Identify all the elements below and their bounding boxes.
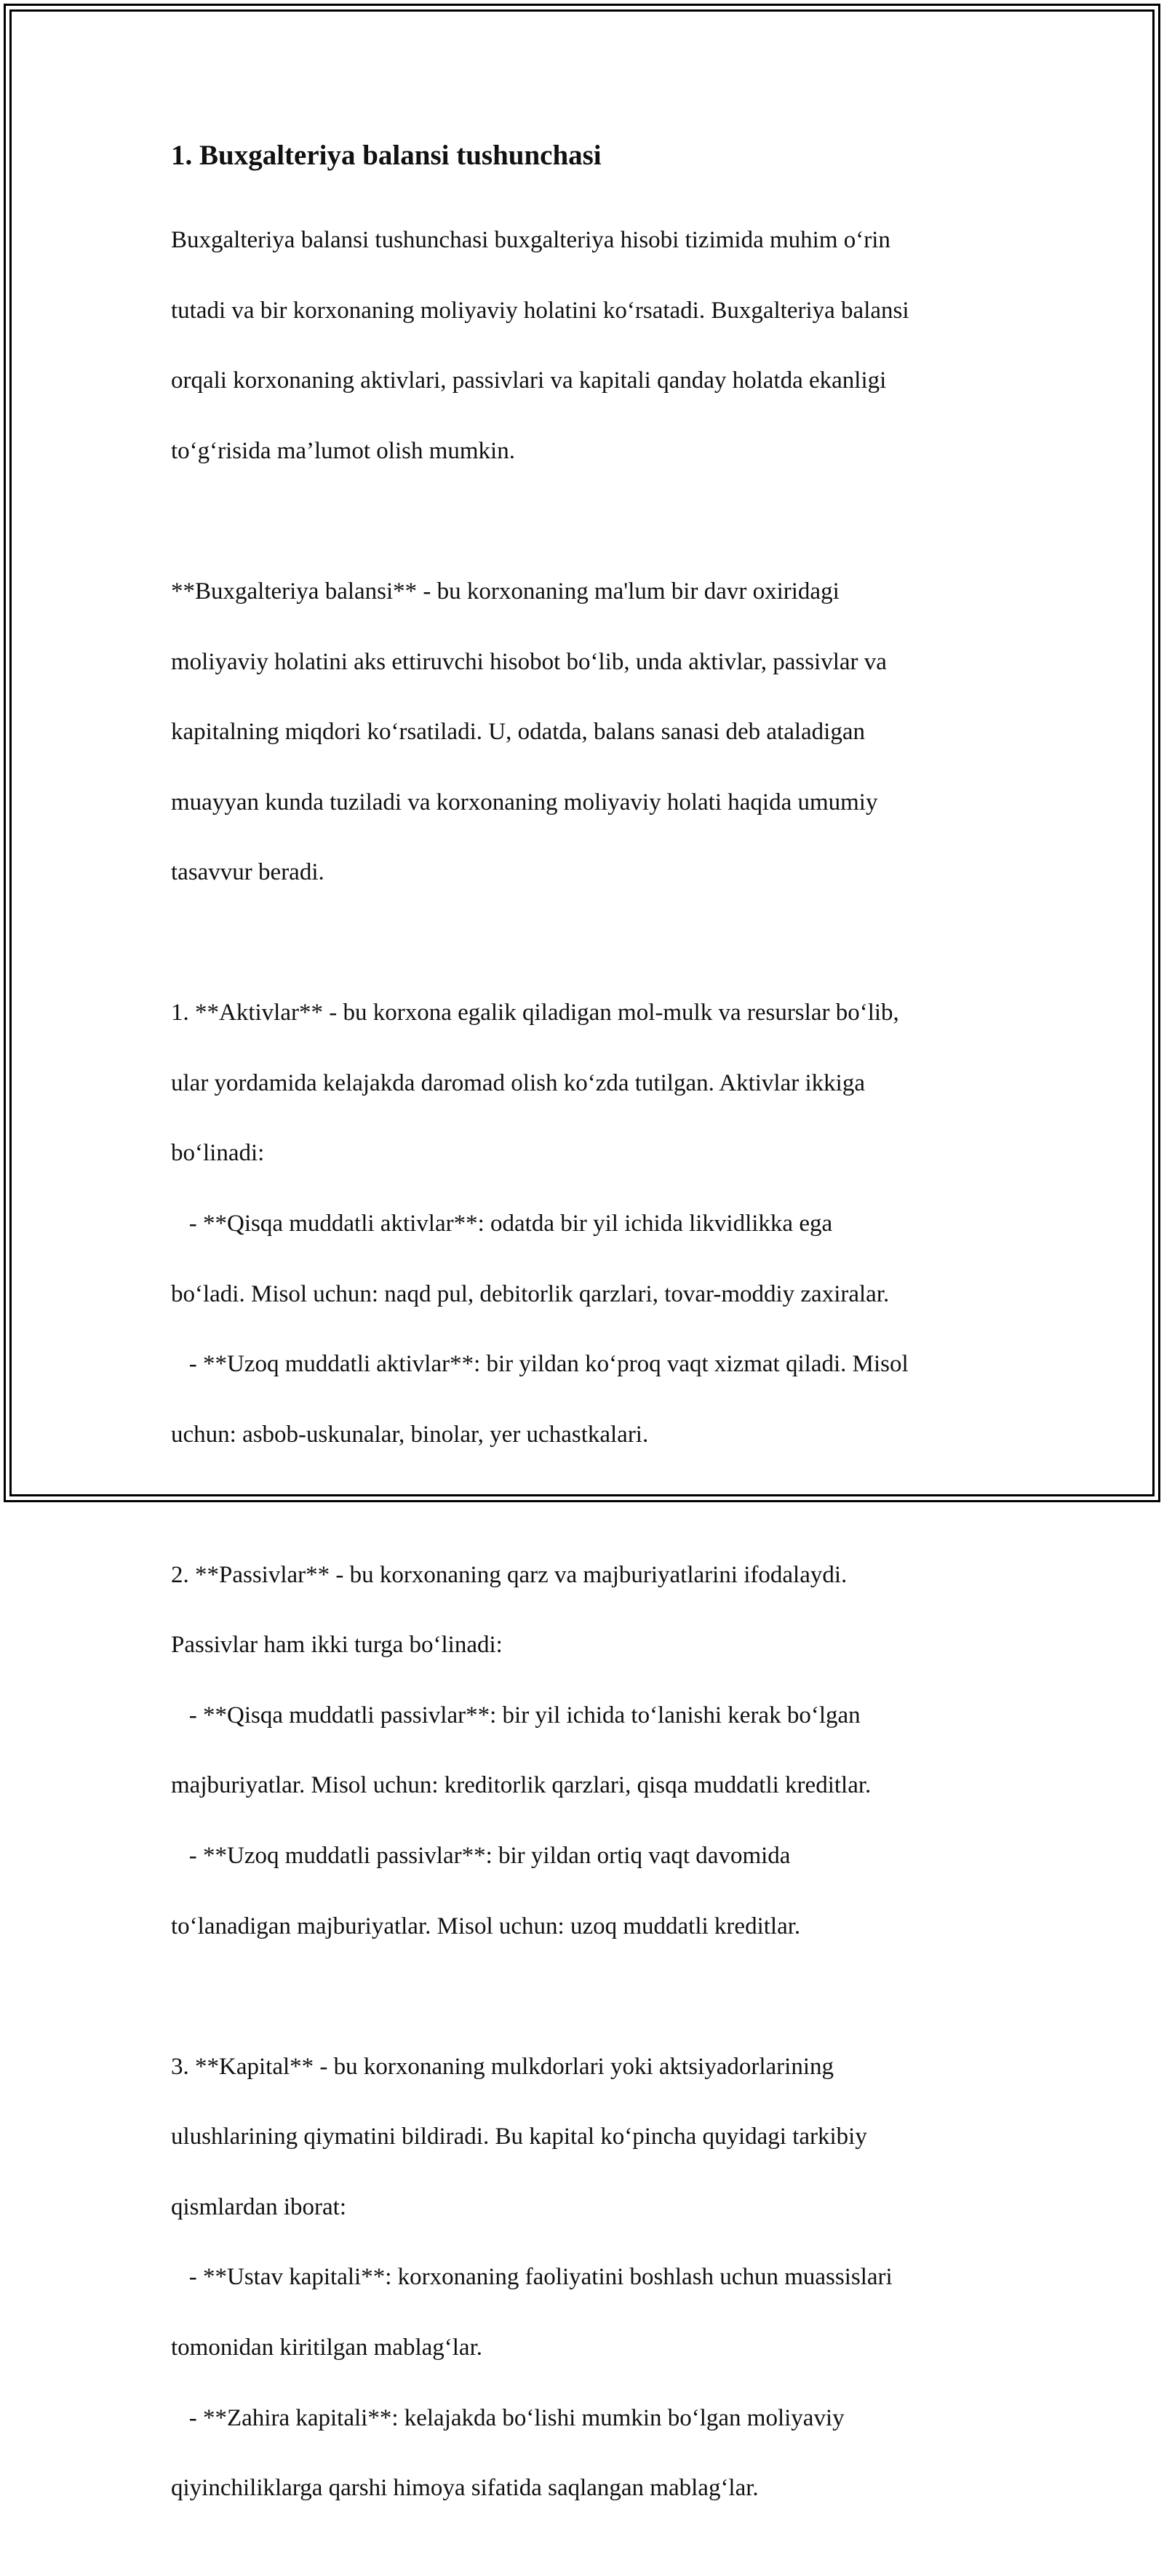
text-line: moliyaviy holatini aks ettiruvchi hisobot bo‘lib, unda aktivlar, passivlar va	[171, 648, 887, 675]
text-line: tomonidan kiritilgan mablag‘lar.	[171, 2334, 482, 2361]
text-line: tasavvur beradi.	[171, 859, 324, 886]
text-line: Passivlar ham ikki turga bo‘linadi:	[171, 1632, 503, 1659]
text-line: ular yordamida kelajakda daromad olish ko‘zda tutilgan. Aktivlar ikkiga	[171, 1069, 865, 1096]
text-line: 1. **Aktivlar** - bu korxona egalik qiladigan mol-mulk va resurslar bo‘lib,	[171, 1000, 899, 1026]
text-line: - **Uzoq muddatli aktivlar**: bir yildan ko‘proq vaqt xizmat qiladi. Misol	[171, 1351, 909, 1378]
text-line: **Buxgalteriya balansi** - bu korxonaning ma'lum bir davr oxiridagi	[171, 578, 840, 605]
text-line: to‘lanadigan majburiyatlar. Misol uchun: uzoq muddatli kreditlar.	[171, 1913, 801, 1939]
text-line: kapitalning miqdori ko‘rsatiladi. U, odatda, balans sanasi deb ataladigan	[171, 719, 865, 746]
text-line: 2. **Passivlar** - bu korxonaning qarz va majburiyatlarini ifodalaydi.	[171, 1561, 848, 1588]
paragraph-definition	[171, 539, 1000, 925]
text-line: - **Zahira kapitali**: kelajakda bo‘lishi mumkin bo‘lgan moliyaviy	[171, 2404, 845, 2431]
paragraph-passivlar	[171, 1522, 1000, 1979]
text-line: bo‘ladi. Misol uchun: naqd pul, debitorlik qarzlari, tovar-moddiy zaxiralar.	[171, 1280, 890, 1307]
text-line: - **Qisqa muddatli aktivlar**: odatda bir yil ichida likvidlikka ega	[171, 1211, 833, 1237]
text-line: qiyinchiliklarga qarshi himoya sifatida saqlangan mablag‘lar.	[171, 2475, 759, 2502]
text-line: - **Ustav kapitali**: korxonaning faoliyatini boshlash uchun muassislari	[171, 2264, 893, 2291]
text-line: 3. **Kapital** - bu korxonaning mulkdorlari yoki aktsiyadorlarining	[171, 2053, 834, 2080]
paragraph-kapital	[171, 2014, 1000, 2540]
text-line: - **Qisqa muddatli passivlar**: bir yil ichida to‘lanishi kerak bo‘lgan	[171, 1702, 861, 1728]
text-line: bo‘linadi:	[171, 1140, 265, 1167]
text-line: - **Uzoq muddatli passivlar**: bir yildan ortiq vaqt davomida	[171, 1843, 791, 1870]
text-line: to‘g‘risida ma’lumot olish mumkin.	[171, 438, 515, 465]
text-line: tutadi va bir korxonaning moliyaviy holatini ko‘rsatadi. Buxgalteriya balansi	[171, 297, 909, 324]
document-body	[171, 138, 1000, 2576]
paragraph-aktivlar	[171, 960, 1000, 1487]
text-line: majburiyatlar. Misol uchun: kreditorlik qarzlari, qisqa muddatli kreditlar.	[171, 1772, 872, 1799]
text-line: qismlardan iborat:	[171, 2193, 347, 2220]
text-line: orqali korxonaning aktivlari, passivlari va kapitali qanday holatda ekanligi	[171, 367, 887, 394]
text-line: Buxgalteriya balansi tushunchasi buxgalteriya hisobi tizimida muhim o‘rin	[171, 227, 890, 254]
text-line: ulushlarining qiymatini bildiradi. Bu kapital ko‘pincha quyidagi tarkibiy	[171, 2124, 867, 2150]
document-title: 1. Buxgalteriya balansi tushunchasi	[171, 140, 602, 171]
text-line: muayyan kunda tuziladi va korxonaning moliyaviy holati haqida umumiy	[171, 789, 878, 816]
paragraph-intro	[171, 188, 1000, 504]
text-line: uchun: asbob-uskunalar, binolar, yer uchastkalari.	[171, 1421, 649, 1448]
